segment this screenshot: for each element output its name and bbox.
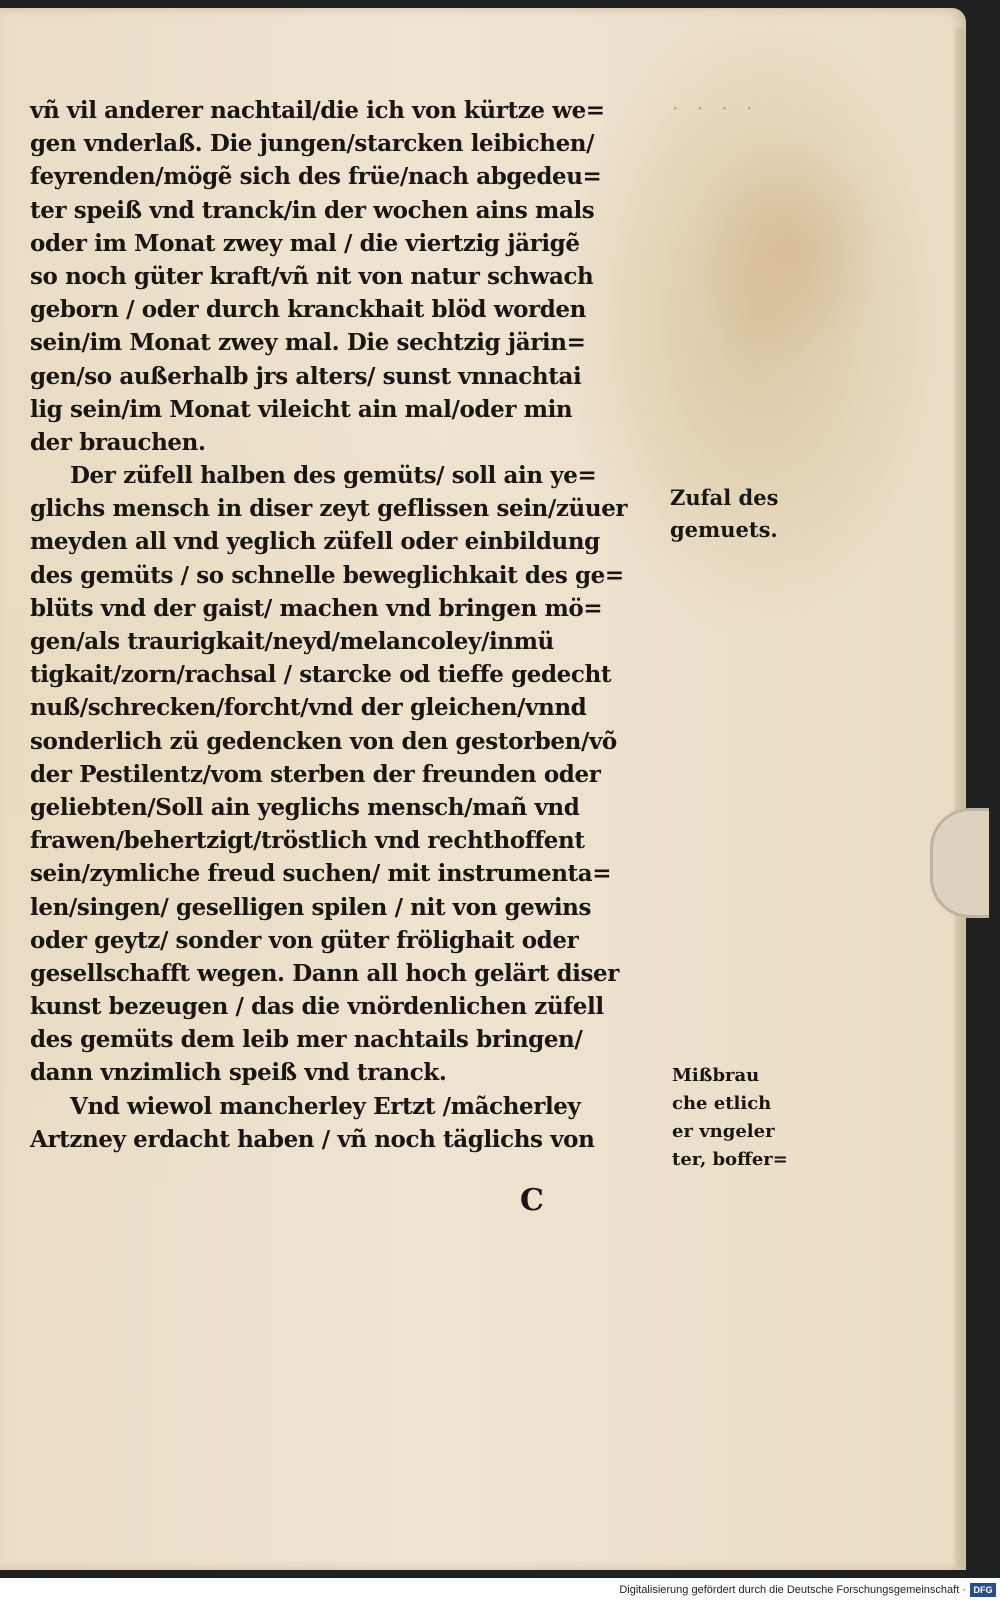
text-line: so noch güter kraft/vñ nit von natur schwach bbox=[30, 262, 594, 290]
text-line: sein/im Monat zwey mal. Die sechtzig järin= bbox=[30, 329, 586, 357]
main-text-block bbox=[30, 94, 670, 1156]
text-line: des gemüts dem leib mer nachtails bringen/ bbox=[30, 1026, 583, 1054]
text-line: der Pestilentz/vom sterben der freunden oder bbox=[30, 760, 601, 788]
text-line: feyrenden/mögẽ sich des früe/nach abgedeu= bbox=[30, 163, 602, 191]
text-line: len/singen/ geselligen spilen / nit von gewins bbox=[30, 893, 592, 921]
bleed-through-marks: · · · · bbox=[672, 96, 759, 120]
marginal-line: Mißbrau bbox=[672, 1065, 760, 1086]
marginal-line: Zufal des bbox=[670, 485, 779, 510]
marginal-note-zufal bbox=[670, 482, 778, 546]
text-line: sonderlich zü gedencken von den gestorben/võ bbox=[30, 727, 617, 755]
text-line: Vnd wiewol mancherley Ertzt /mãcherley bbox=[70, 1092, 581, 1120]
text-line: nuß/schrecken/forcht/vnd der gleichen/vnnd bbox=[30, 694, 587, 722]
marginal-line: gemuets. bbox=[670, 517, 778, 542]
text-line: sein/zymliche freud suchen/ mit instrumenta= bbox=[30, 860, 612, 888]
text-line: gen/so außerhalb jrs alters/ sunst vnnachtai bbox=[30, 362, 582, 390]
marginal-line: che etlich bbox=[672, 1093, 772, 1114]
text-line: gesellschafft wegen. Dann all hoch gelärt diser bbox=[30, 959, 619, 987]
footer-credit: Digitalisierung gefördert durch die Deutsche Forschungsgemeinschaft · bbox=[619, 1584, 966, 1596]
text-line: vñ vil anderer nachtail/die ich von kürtze we= bbox=[30, 97, 605, 124]
marginal-note-missbrauche bbox=[672, 1062, 788, 1174]
text-line: gen vnderlaß. Die jungen/starcken leibichen/ bbox=[30, 130, 595, 158]
text-line: meyden all vnd yeglich züfell oder einbildung bbox=[30, 528, 600, 556]
text-line: kunst bezeugen / das die vnördenlichen züfell bbox=[30, 993, 604, 1021]
text-line: Der züfell halben des gemüts/ soll ain ye= bbox=[70, 462, 597, 490]
text-line: Artzney erdacht haben / vñ noch täglichs von bbox=[30, 1125, 595, 1153]
dfg-logo: DFG bbox=[970, 1583, 996, 1597]
text-line: geborn / oder durch kranckhait blöd worden bbox=[30, 296, 586, 324]
text-line: gen/als traurigkait/neyd/melancoley/inmü bbox=[30, 628, 554, 655]
text-line: des gemüts / so schnelle beweglichkait des ge= bbox=[30, 561, 624, 589]
text-line: ter speiß vnd tranck/in der wochen ains mals bbox=[30, 196, 595, 224]
text-line: frawen/behertzigt/tröstlich vnd rechthoffent bbox=[30, 827, 585, 855]
marginal-line: er vngeler bbox=[672, 1121, 775, 1142]
water-stain bbox=[690, 128, 890, 368]
footer-bar bbox=[0, 1578, 1000, 1604]
text-line: glichs mensch in diser zeyt geflissen sein/züuer bbox=[30, 495, 628, 523]
page-edge bbox=[955, 28, 965, 1568]
catchword-signature: C bbox=[520, 1183, 544, 1218]
text-line: oder geytz/ sonder von güter frölighait oder bbox=[30, 926, 579, 954]
text-line: blüts vnd der gaist/ machen vnd bringen mö= bbox=[30, 594, 603, 622]
text-line: lig sein/im Monat vileicht ain mal/oder min bbox=[30, 395, 573, 423]
text-line: geliebten/Soll ain yeglichs mensch/mañ vnd bbox=[30, 793, 580, 821]
text-line: tigkait/zorn/rachsal / starcke od tieffe gedecht bbox=[30, 661, 612, 689]
text-line: dann vnzimlich speiß vnd tranck. bbox=[30, 1059, 447, 1087]
text-line: der brauchen. bbox=[30, 428, 206, 456]
marginal-line: ter, boffer= bbox=[672, 1149, 788, 1170]
page-tab-notch bbox=[930, 808, 989, 918]
text-line: oder im Monat zwey mal / die viertzig järigẽ bbox=[30, 229, 580, 257]
